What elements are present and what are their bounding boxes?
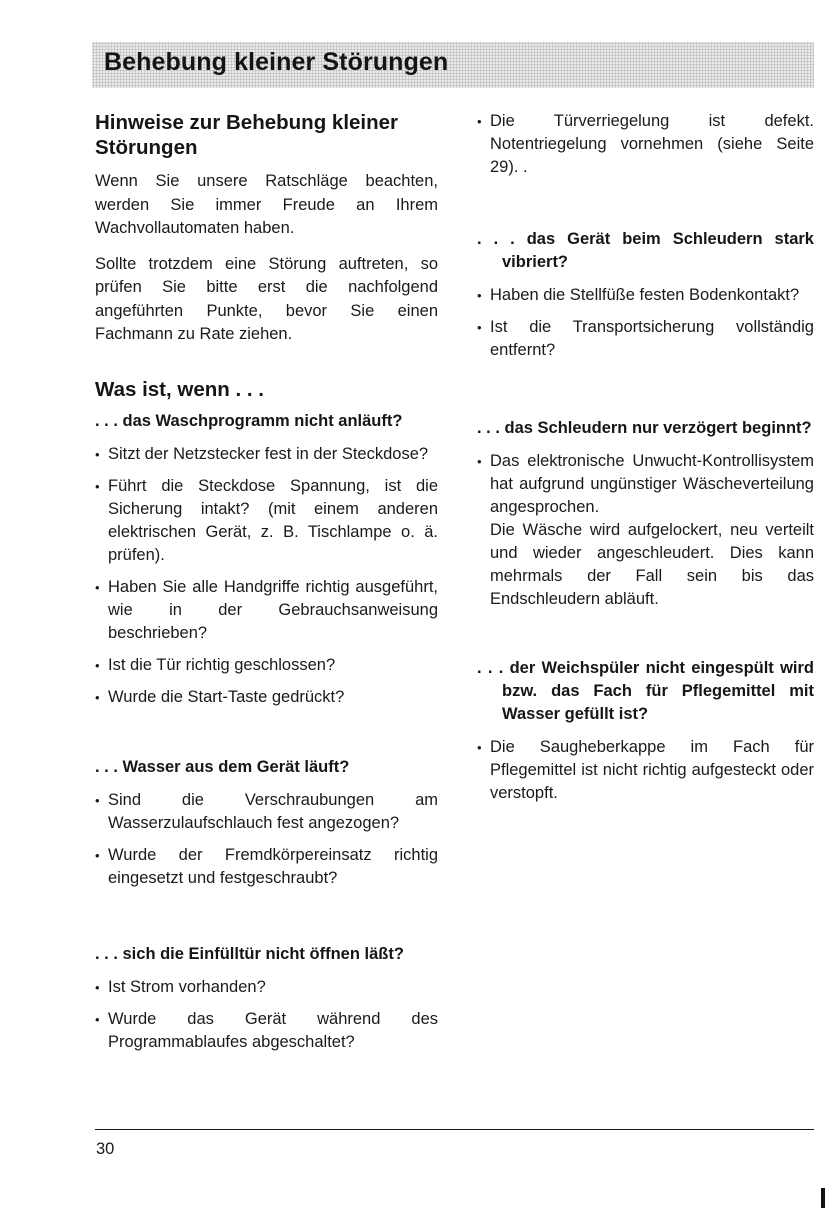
list-item: • Wurde die Start-Taste gedrückt? [95,686,438,709]
list-item: • Sind die Verschraubungen am Wasserzulaufschlauch fest angezogen? [95,789,438,835]
list-item: • Die Türverriegelung ist defekt. Notentriegelung vornehmen (siehe Seite 29). . [477,110,814,179]
intro-heading: Hinweise zur Behebung kleiner Störungen [95,111,399,159]
question-heading: . . . das Gerät beim Schleudern stark vibriert? [477,230,814,271]
list-item: • Haben die Stellfüße festen Bodenkontakt? [477,284,814,307]
list-item: • Wurde der Fremdkörpereinsatz richtig eingesetzt und festgeschraubt? [95,844,438,890]
question-heading: . . . Wasser aus dem Gerät läuft? [95,757,350,776]
list-item: • Wurde das Gerät während des Programmablaufes abgeschaltet? [95,1008,438,1054]
intro-paragraph: Sollte trotzdem eine Störung auftreten, so prüfen Sie bitte erst die nachfolgend angeführten Punkte, bevor Sie einen Fachmann zu Rate ziehen. [95,254,438,343]
bullet-list [477,284,814,362]
edge-mark [821,1188,825,1208]
list-item: • Das elektronische Unwucht-Kontrollisystem hat aufgrund ungünstiger Wäscheverteilung angesprochen. [477,450,814,519]
page-number: 30 [96,1140,115,1158]
bullet-list [95,789,438,890]
list-item: • Ist die Transportsicherung vollständig entfernt? [477,316,814,362]
list-item: • Ist die Tür richtig geschlossen? [95,654,438,677]
list-item: • Die Saugheberkappe im Fach für Pflegemittel ist nicht richtig aufgesteckt oder verstopft. [477,736,814,805]
section-heading: Was ist, wenn . . . [95,377,264,401]
page-title: Behebung kleiner Störungen [104,48,449,76]
left-column [95,110,438,1063]
question-heading: . . . das Waschprogramm nicht anläuft? [95,411,403,430]
question-heading: . . . sich die Einfülltür nicht öffnen läßt? [95,944,404,963]
bullet-list [477,736,814,805]
list-item: • Haben Sie alle Handgriffe richtig ausgeführt, wie in der Gebrauchsanweisung beschrieben? [95,576,438,645]
list-item: • Führt die Steckdose Spannung, ist die Sicherung intakt? (mit einem anderen elektrischen Gerät, z. B. Tischlampe o. ä. prüfen). [95,475,438,567]
right-column [477,110,814,814]
bullet-list [95,443,438,709]
list-item: • Sitzt der Netzstecker fest in der Steckdose? [95,443,438,466]
bullet-list [477,450,814,519]
footer-rule [95,1129,814,1130]
continuation-text: Die Wäsche wird aufgelockert, neu verteilt und wieder angeschleudert. Dies kann mehrmals der Fall sein bis das Endschleudern abläuft. [490,521,814,608]
intro-paragraph: Wenn Sie unsere Ratschläge beachten, werden Sie immer Freude an Ihrem Wachvollautomaten haben. [95,172,438,237]
bullet-list [95,976,438,1054]
question-heading: . . . das Schleudern nur verzögert beginnt? [477,419,812,437]
bullet-list [477,110,814,179]
list-item: • Ist Strom vorhanden? [95,976,438,999]
question-heading: . . . der Weichspüler nicht eingespült wird bzw. das Fach für Pflegemittel mit Wasser gefüllt ist? [477,659,814,723]
